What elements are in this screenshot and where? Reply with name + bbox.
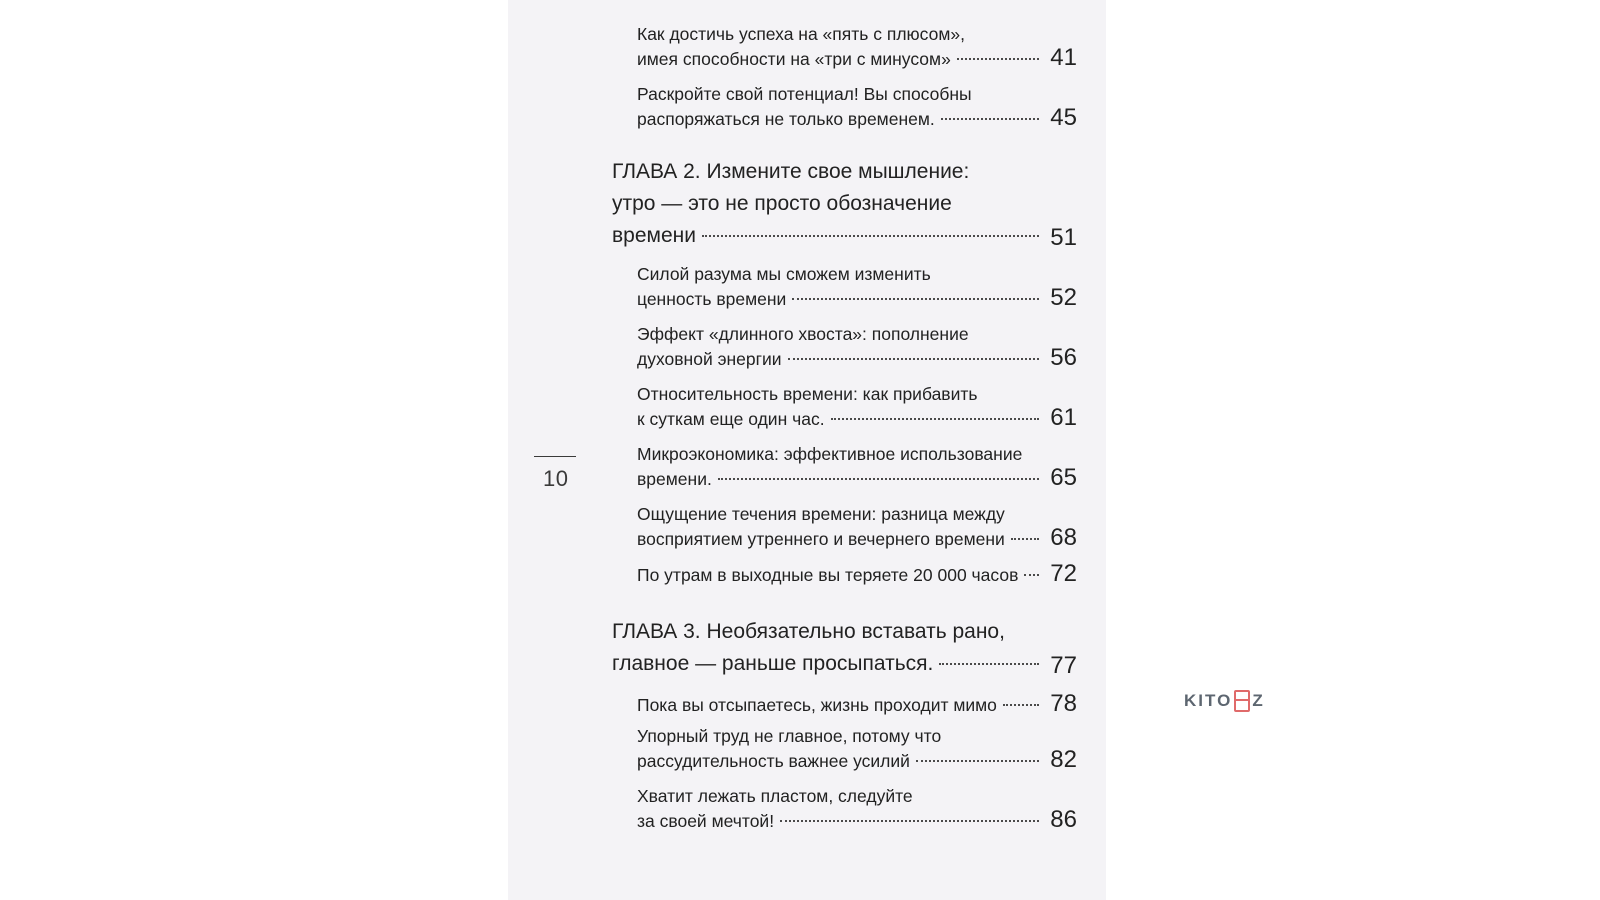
toc-entry-line: рассудительность важнее усилий	[637, 751, 910, 771]
toc-entry-last-line	[612, 648, 1045, 680]
toc-entry-line: Пока вы отсыпаетесь, жизнь проходит мимо	[637, 695, 997, 715]
toc-section-entry	[637, 442, 1077, 492]
toc-entry-line: имея способности на «три с минусом»	[637, 49, 951, 69]
toc-entry-last-line	[637, 347, 1045, 372]
toc-entry-title	[612, 156, 1045, 252]
toc-page-number: 82	[1050, 746, 1077, 773]
dot-leader	[957, 58, 1039, 60]
toc-entry-line: времени.	[637, 469, 712, 489]
toc-entry-title	[637, 82, 1045, 132]
toc-section-entry	[637, 22, 1077, 72]
toc-entry-line: Относительность времени: как прибавить	[637, 384, 978, 404]
dot-leader	[941, 118, 1039, 120]
toc-entry-line: утро — это не просто обозначение	[612, 192, 952, 215]
toc-section-entry	[637, 784, 1077, 834]
dot-leader	[831, 418, 1039, 420]
toc-section-entry	[637, 502, 1077, 552]
toc-page-number: 72	[1050, 560, 1077, 587]
toc-entry-last-line	[637, 527, 1045, 552]
page-number-rule	[534, 456, 576, 457]
toc-entry-line: Как достичь успеха на «пять с плюсом»,	[637, 24, 965, 44]
dot-leader	[792, 298, 1039, 300]
toc-entry-title	[637, 784, 1045, 834]
toc-section-entry	[637, 322, 1077, 372]
toc-entry-line: Хватит лежать пластом, следуйте	[637, 786, 913, 806]
toc-page-number: 41	[1050, 44, 1077, 71]
toc-entry-line: ценность времени	[637, 289, 787, 309]
watermark-text-left: KITO	[1184, 691, 1233, 710]
toc-entry-last-line	[637, 47, 1045, 72]
toc-entry-line: ГЛАВА 2. Измените свое мышление:	[612, 160, 970, 183]
toc-entry-last-line	[637, 749, 1045, 774]
toc-entry-line: восприятием утреннего и вечернего времени	[637, 529, 1005, 549]
toc-entry-line: Силой разума мы сможем изменить	[637, 264, 931, 284]
toc-page-number: 56	[1050, 344, 1077, 371]
toc-entry-last-line	[637, 407, 1045, 432]
page-number: 10	[543, 466, 569, 491]
dot-leader	[788, 358, 1039, 360]
toc-entry-line: Упорный труд не главное, потому что	[637, 726, 942, 746]
toc-entry-line: Эффект «длинного хвоста»: пополнение	[637, 324, 969, 344]
toc-page-number: 68	[1050, 524, 1077, 551]
toc-entry-last-line	[637, 467, 1045, 492]
toc-entry-last-line	[637, 287, 1045, 312]
dot-leader	[718, 478, 1039, 480]
toc-section-entry	[637, 262, 1077, 312]
watermark-text-right: Z	[1252, 691, 1265, 710]
toc-page-number: 86	[1050, 806, 1077, 833]
dot-leader	[1003, 704, 1039, 706]
toc-entry-title	[637, 724, 1045, 774]
toc-entry-line: за своей мечтой!	[637, 811, 775, 831]
toc-entry-last-line	[637, 693, 1045, 718]
dot-leader	[1011, 538, 1039, 540]
toc-page-number: 65	[1050, 464, 1077, 491]
toc-page-number: 45	[1050, 104, 1077, 131]
dot-leader	[1024, 574, 1039, 576]
toc-entry-title	[612, 616, 1045, 680]
dot-leader	[702, 235, 1039, 237]
watermark-logo	[1184, 690, 1265, 712]
toc-entry-line: к суткам еще один час.	[637, 409, 825, 429]
toc-entry-last-line	[637, 107, 1045, 132]
toc-entry-title	[637, 382, 1045, 432]
toc-entry-line: Раскройте свой потенциал! Вы способны	[637, 84, 972, 104]
toc-entry-line: По утрам в выходные вы теряете 20 000 часов	[637, 565, 1019, 585]
toc-entry-title	[637, 262, 1045, 312]
toc-entry-last-line	[612, 220, 1045, 252]
toc-entry-line: времени	[612, 224, 696, 247]
toc-page-number: 61	[1050, 404, 1077, 431]
toc-section-entry	[637, 560, 1077, 588]
dot-leader	[916, 760, 1039, 762]
toc-chapter-entry	[612, 616, 1077, 680]
toc-section-entry	[637, 82, 1077, 132]
toc-entry-title	[637, 693, 1045, 718]
toc-entry-title	[637, 442, 1045, 492]
toc-section-entry	[637, 724, 1077, 774]
toc-entry-last-line	[637, 563, 1045, 588]
toc-entry-line: ГЛАВА 3. Необязательно вставать рано,	[612, 620, 1005, 643]
toc-page-number: 52	[1050, 284, 1077, 311]
dot-leader	[780, 820, 1039, 822]
toc-entry-line: главное — раньше просыпаться.	[612, 652, 934, 675]
toc-entry-line: Микроэкономика: эффективное использование	[637, 444, 1023, 464]
toc-entry-line: духовной энергии	[637, 349, 782, 369]
toc-entry-last-line	[637, 809, 1045, 834]
toc-section-entry	[637, 690, 1077, 718]
watermark-b-glyph	[1234, 690, 1250, 712]
toc-entry-title	[637, 502, 1045, 552]
toc-entry-title	[637, 322, 1045, 372]
toc-entry-line: Ощущение течения времени: разница между	[637, 504, 1005, 524]
toc-page-number: 77	[1050, 652, 1077, 679]
toc-entry-title	[637, 22, 1045, 72]
toc-entry-title	[637, 563, 1045, 588]
toc-chapter-entry	[612, 156, 1077, 252]
toc-section-entry	[637, 382, 1077, 432]
dot-leader	[939, 663, 1039, 665]
toc-entry-line: распоряжаться не только временем.	[637, 109, 935, 129]
toc-page-number: 78	[1050, 690, 1077, 717]
toc-page-number: 51	[1050, 224, 1077, 251]
